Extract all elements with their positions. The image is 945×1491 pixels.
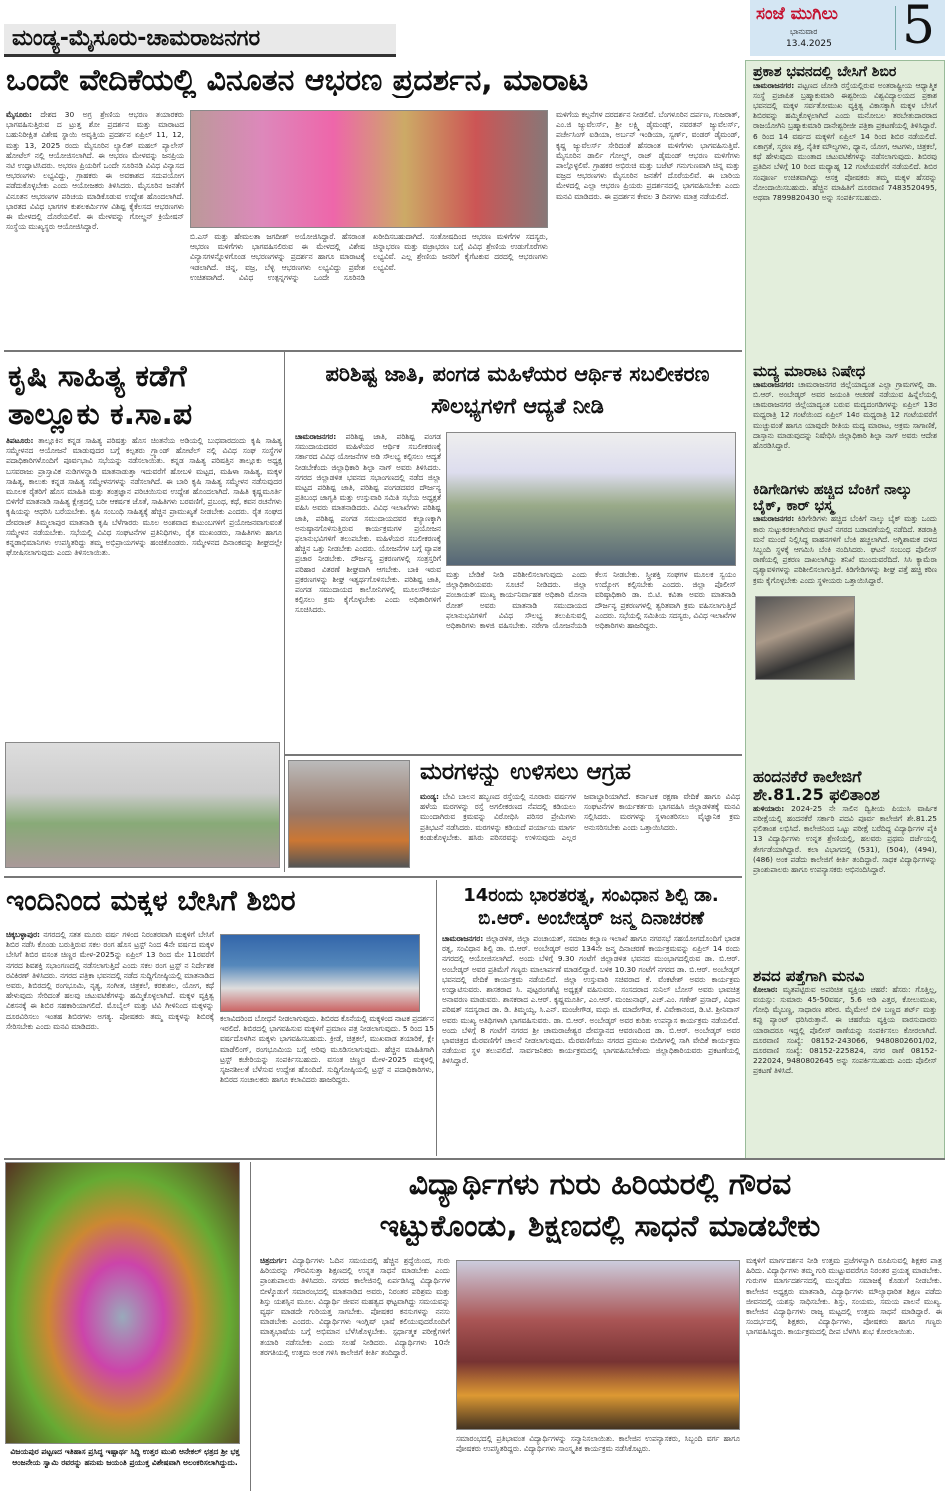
side-headline: ಶವದ ಪತ್ತೆಗಾಗಿ ಮನವಿ — [753, 968, 865, 985]
headline-krishi: ಕೃಷಿ ಸಾಹಿತ್ಯ ಕಡೆಗೆ ತಾಲ್ಲೂಕು ಕ.ಸಾ.ಪ — [8, 359, 193, 432]
article-body: ಮಕ್ಕಳಿಗೆ ಮಾರ್ಗದರ್ಶನ ನೀಡಿ ಉತ್ತಮ ಪ್ರಜೆಗಳನ್ನಾಗಿ ರೂಪಿಸುವಲ್ಲಿ ಶಿಕ್ಷಕರ ಪಾತ್ರ ಹಿರಿದು. ವಿದ್ಯಾರ್ಥಿಗಳು ತಮ್ಮ ಗುರಿ ಮುಟ್ಟುವವರೆಗೂ ನಿರಂತರ ಪ್ರಯತ್ನ ಮಾಡಬೇಕು. ಗುರುಗಳ ಮಾರ್ಗದರ್ಶನದಲ್ಲಿ ಮುನ್ನಡೆದು ಸಮಾಜಕ್ಕೆ ಕೊಡುಗೆ ನೀಡಬೇಕು. ಕಾಲೇಜಿನ ಅಧ್ಯಕ್ಷರು ಮಾತನಾಡಿ, ವಿದ್ಯಾರ್ಥಿಗಳು ಮೌಲ್ಯಾಧಾರಿತ ಶಿಕ್ಷಣ ಪಡೆದು ಜೀವನದಲ್ಲಿ ಯಶಸ್ಸು ಸಾಧಿಸಬೇಕು. ಶಿಸ್ತು, ಸಂಯಮ, ಸಮಯ ಪಾಲನೆ ಮುಖ್ಯ. ಕಾಲೇಜಿನ ವಿದ್ಯಾರ್ಥಿಗಳು ರಾಜ್ಯ ಮಟ್ಟದಲ್ಲಿ ಉತ್ತಮ ಸಾಧನೆ ಮಾಡಿದ್ದಾರೆ. ಈ ಸಂದರ್ಭದಲ್ಲಿ ಶಿಕ್ಷಕರು, ವಿದ್ಯಾರ್ಥಿಗಳು, ಪೋಷಕರು ಹಾಗೂ ಗಣ್ಯರು ಭಾಗವಹಿಸಿದ್ದರು. ಕಾರ್ಯಕ್ರಮದಲ್ಲಿ ದೀಪ ಬೆಳಗಿಸಿ ಶುಭ ಕೋರಲಾಯಿತು. — [746, 1256, 942, 1337]
side-story: ಮದ್ಯ ಮಾರಾಟ ನಿಷೇಧ ಚಾಮರಾಜನಗರ: ಚಾಮರಾಜನಗರ ಜಿಲ್ಲೆಯಾದ್ಯಂತ ಎಲ್ಲಾ ಗ್ರಾಮಗಳಲ್ಲಿ ಡಾ. ಬಿ.ಆರ್. ಅಂಬೇಡ್ಕರ್ ಅವರ ಜಯಂತಿ ಆಚರಣೆ ನಡೆಯುವ ಹಿನ್ನೆಲೆಯಲ್ಲಿ ಚಾಮರಾಜನಗರ ಜಿಲ್ಲೆಯಾದ್ಯಂತ ಬರುವ ಮದ್ಯದಂಗಡಿಗಳನ್ನು ಏಪ್ರಿಲ್ 13ರ ಮಧ್ಯರಾತ್ರಿ 12 ಗಂಟೆಯಿಂದ ಏಪ್ರಿಲ್ 14ರ ಮಧ್ಯರಾತ್ರಿ 12 ಗಂಟೆಯವರೆಗೆ ಮುಚ್ಚುವಂತೆ ಹಾಗೂ ಯಾವುದೇ ರೀತಿಯ ಮದ್ಯ ಮಾರಾಟ, ಅಕ್ರಮ ಸಾಗಾಣಿಕೆ, ದಾಸ್ತಾನು ಮಾಡುವುದನ್ನು ನಿಷೇಧಿಸಿ ಜಿಲ್ಲಾಧಿಕಾರಿ ಶಿಲ್ಪಾ ನಾಗ್ ಅವರು ಆದೇಶ ಹೊರಡಿಸಿದ್ದಾರೆ. — [753, 363, 937, 451]
headline-sc-st-women: ಪರಿಶಿಷ್ಟ ಜಾತಿ, ಪಂಗಡ ಮಹಿಳೆಯರ ಆರ್ಥಿಕ ಸಬಲೀಕರಣ ಸೌಲಭ್ಯಗಳಿಗೆ ಆದ್ಯತೆ ನೀಡಿ — [325, 362, 710, 418]
side-headline: ಕಿಡಿಗೇಡಿಗಳು ಹಚ್ಚಿದ ಬೆಂಕಿಗೆ ನಾಲ್ಕು ಬೈಕ್, ಕಾರ್ ಭಸ್ಮ — [753, 483, 912, 514]
fire-photo — [755, 596, 855, 680]
article-body: ಮಂಡ್ಯ: ಬೇವಿ ಬಾಲನ ಹಬ್ಬಣದ ರಸ್ತೆಯಲ್ಲಿ ನೂರಾರು ವರ್ಷಗಳ ಹಳೆಯ ಮರಗಳನ್ನು ರಸ್ತೆ ಅಗಲೀಕರಣದ ನೆಪದಲ್ಲಿ ಕಡಿಯಲು ಮುಂದಾಗಿರುವ ಕ್ರಮವನ್ನು ವಿರೋಧಿಸಿ ಪರಿಸರ ಪ್ರೇಮಿಗಳು ಪ್ರತಿಭಟನೆ ನಡೆಸಿದರು. ಮರಗಳನ್ನು ಕಡಿಯದೆ ಪರ್ಯಾಯ ಮಾರ್ಗ ಕಂಡುಕೊಳ್ಳಬೇಕು. ಹಸಿರು ಪರಿಸರವನ್ನು ಉಳಿಸುವುದು ಎಲ್ಲರ ಜವಾಬ್ದಾರಿಯಾಗಿದೆ. ಕರ್ನಾಟಕ ರಕ್ಷಣಾ ವೇದಿಕೆ ಹಾಗೂ ವಿವಿಧ ಸಂಘಟನೆಗಳ ಕಾರ್ಯಕರ್ತರು ಭಾಗವಹಿಸಿ ಜಿಲ್ಲಾಡಳಿತಕ್ಕೆ ಮನವಿ ಸಲ್ಲಿಸಿದರು. ಮರಗಳನ್ನು ಸ್ಥಳಾಂತರಿಸಲು ವೈಜ್ಞಾನಿಕ ಕ್ರಮ ಅನುಸರಿಸಬೇಕು ಎಂದು ಒತ್ತಾಯಿಸಿದರು. — [420, 792, 740, 842]
headline-students — [255, 1164, 945, 1248]
side-story: ಶವದ ಪತ್ತೆಗಾಗಿ ಮನವಿ ಕೋಲಾರ: ಮೃತಪಟ್ಟಿರುವ ಅಪರಿಚಿತ ವ್ಯಕ್ತಿಯ ಚಹರೆ: ಹೆಸರು: ಗೊತ್ತಿಲ್ಲ, ವಯಸ್ಸು: ಸುಮಾರು 45-50ವರ್ಷ, 5.6 ಅಡಿ ಎತ್ತರ, ಕೋಲುಮುಖ, ಗೋಧಿ ಮೈಬಣ್ಣ, ಸಾಧಾರಣ ಶರೀರ. ಮೈಮೇಲೆ ಬಿಳಿ ಬಣ್ಣದ ಶರ್ಟ್ ಮತ್ತು ಕಪ್ಪು ಪ್ಯಾಂಟ್ ಧರಿಸಿರುತ್ತಾನೆ. ಈ ಚಹರೆಯ ವ್ಯಕ್ತಿಯ ವಾರಸುದಾರರು ಯಾರಾದರೂ ಇದ್ದಲ್ಲಿ ಪೊಲೀಸ್ ಠಾಣೆಯನ್ನು ಸಂಪರ್ಕಿಸಲು ಕೋರಲಾಗಿದೆ. ದೂರವಾಣಿ ಸಂಖ್ಯೆ: 08152-243066, 9480802601/02, ದೂರವಾಣಿ ಸಂಖ್ಯೆ: 08152-225824, ನಗರ ಠಾಣೆ 08152-222024, 9480802645 ಅನ್ನು ಸಂಪರ್ಕಿಸಬಹುದು ಎಂದು ಪೊಲೀಸ್ ಪ್ರಕಟಣೆ ತಿಳಿಸಿದೆ. — [753, 968, 937, 1076]
headline-jewellery: ಒಂದೇ ವೇದಿಕೆಯಲ್ಲಿ ವಿನೂತನ ಆಭರಣ ಪ್ರದರ್ಶನ, ಮಾರಾಟ — [6, 64, 589, 98]
headline-summer-camp: ಇಂದಿನಿಂದ ಮಕ್ಕಳ ಬೇಸಿಗೆ ಶಿಬಿರ — [6, 885, 296, 917]
headline-line: ವಿದ್ಯಾರ್ಥಿಗಳು ಗುರು ಹಿರಿಯರಲ್ಲಿ ಗೌರವ — [408, 1167, 792, 1202]
section-label: ಮಂಡ್ಯ-ಮೈಸೂರು-ಚಾಮರಾಜನಗರ — [4, 24, 396, 57]
side-headline: ಪ್ರಕಾಶ ಭವನದಲ್ಲಿ ಬೇಸಿಗೆ ಶಿಬಿರ — [753, 65, 897, 80]
article-body: ತಿಪಟೂರು: ತಾಲ್ಲೂಕಿನ ಕನ್ನಡ ಸಾಹಿತ್ಯ ಪರಿಷತ್ತು ಹೊಸ ಚಿಂತನೆಯ ಅಡಿಯಲ್ಲಿ ಬುಧವಾರದಂದು ಕೃಷಿ ಸಾಹಿತ್ಯ ಸಮ್ಮೇಳನದ ಆಯೋಜನೆ ಮಾಡುವುದರ ಬಗ್ಗೆ ಕಲ್ಪತರು ಗ್ರ್ಯಾಂಡ್ ಹೋಟೆಲ್ ನಲ್ಲಿ ವಿವಿಧ ಸಂಘ ಸಂಸ್ಥೆಗಳ ಪದಾಧಿಕಾರಿಗಳೊಂದಿಗೆ ಪೂರ್ವಭಾವಿ ಸಭೆಯನ್ನು ನಡೆಸಲಾಯಿತು. ಕನ್ನಡ ಸಾಹಿತ್ಯ ಪರಿಷತ್ತಿನ ತಾಲ್ಲೂಕು ಅಧ್ಯಕ್ಷ ಬಸವರಾಜು ಪ್ರಾಸ್ತಾವಿಕ ನುಡಿಗಳನ್ನಾಡಿ ಮಾತನಾಡುತ್ತಾ ಇದುವರೆಗೆ ಹೋಬಳಿ ಮಟ್ಟದ, ಮಹಿಳಾ ಸಾಹಿತ್ಯ, ಮಕ್ಕಳ ಸಾಹಿತ್ಯ, ಕಾಲುಕು ಕನ್ನಡ ಸಾಹಿತ್ಯ ಸಮ್ಮೇಳನಗಳನ್ನು ನಡೆಸಲಾಗಿದೆ. ಈ ಬಾರಿ ಕೃಷಿ ಸಾಹಿತ್ಯ ಸಮ್ಮೇಳನ ನಡೆಸುವುದರ ಮೂಲಕ ರೈತರಿಗೆ ಹೊಸ ಮಾಹಿತಿ ಮತ್ತು ತಂತ್ರಜ್ಞಾನ ಪರಿಚಯಿಸುವ ಉದ್ದೇಶ ಹೊಂದಲಾಗಿದೆ. ಸಾಹಿತಿ ಕೃಷ್ಣಮೂರ್ತಿ ಬಿಳಿಗೆರೆ ಮಾತನಾಡಿ ಸಾಹಿತ್ಯ ಕ್ಷೇತ್ರದಲ್ಲಿ ಬರೀ ಆಕರ್ಷಕ ಜೊತೆ, ಸಾಹಿತಿಗಳು ಬರವಣಿಗೆ, ಪ್ರಬಂಧ, ಕಥೆ, ಕವನ ರಚನೆಗಳು ಕೃಷಿಯನ್ನು ಆಧರಿಸಿ ಬರೆಯಬೇಕು. ಕೃಷಿ ಸಂಬಂಧಿ ಸಾಹಿತ್ಯಕ್ಕೆ ಹೆಚ್ಚಿನ ಪ್ರಾಮುಖ್ಯತೆ ನೀಡಬೇಕು ಎಂದರು. ರೈತ ಸಂಘದ ದೇವರಾಜ್ ತಿಮ್ಮಲಾಪುರ ಮಾತನಾಡಿ ಕೃಷಿ ಬೆಳೆಗಾರರು ಮೂಲ ಅಂಶವಾದ ಕುಟುಂಬಗಳಿಗೆ ಪ್ರಯೋಜನವಾಗುವಂತೆ ಸಮ್ಮೇಳನ ನಡೆಯಬೇಕು. ಸಭೆಯಲ್ಲಿ ವಿವಿಧ ಸಂಘಟನೆಗಳ ಪ್ರತಿನಿಧಿಗಳು, ರೈತ ಮುಖಂಡರು, ಸಾಹಿತಿಗಳು ಹಾಗೂ ಕನ್ನಡಾಭಿಮಾನಿಗಳು ಉಪಸ್ಥಿತರಿದ್ದು ತಮ್ಮ ಅಭಿಪ್ರಾಯಗಳನ್ನು ಹಂಚಿಕೊಂಡರು. ಸಮ್ಮೇಳನದ ದಿನಾಂಕವನ್ನು ಶೀಘ್ರದಲ್ಲೇ ಘೋಷಿಸಲಾಗುವುದು ಎಂದು ತಿಳಿಸಲಾಯಿತು. — [6, 436, 282, 558]
jewellery-photo — [190, 110, 548, 228]
side-story: ಪ್ರಕಾಶ ಭವನದಲ್ಲಿ ಬೇಸಿಗೆ ಶಿಬಿರ ಚಾಮರಾಜನಗರ: ಪಟ್ಟಣದ ಜೋಡಿ ರಸ್ತೆಯಲ್ಲಿರುವ ಅಂತರಾಷ್ಟ್ರೀಯ ಆಧ್ಯಾತ್ಮಿಕ ಸಂಸ್ಥೆ ಪ್ರಜಾಪಿತ ಬ್ರಹ್ಮಾಕುಮಾರಿ ಈಶ್ವರೀಯ ವಿಶ್ವವಿದ್ಯಾಲಯದ ಪ್ರಕಾಶ ಭವನದಲ್ಲಿ ಮಕ್ಕಳ ಸರ್ವತೋಮುಖ ವ್ಯಕ್ತಿತ್ವ ವಿಕಾಸಕ್ಕಾಗಿ ಮಕ್ಕಳ ಬೇಸಿಗೆ ಶಿಬಿರವನ್ನು ಹಮ್ಮಿಕೊಳ್ಳಲಾಗಿದೆ ಎಂದು ಮನೋಬಲ ತರಬೇತುದಾರರಾದ ರಾಜಯೋಗಿನಿ ಬ್ರಹ್ಮಾಕುಮಾರಿ ದಾನೇಶ್ವರೀಜೀ ಪತ್ರಿಕಾ ಪ್ರಕಟಣೆಯಲ್ಲಿ ತಿಳಿಸಿದ್ದಾರೆ. 6 ರಿಂದ 14 ವರ್ಷದ ಮಕ್ಕಳಿಗೆ ಏಪ್ರಿಲ್ 14 ರಿಂದ ಶಿಬಿರ ನಡೆಯಲಿದೆ. ಏಕಾಗ್ರತೆ, ಸ್ಮರಣ ಶಕ್ತಿ, ನೈತಿಕ ಮೌಲ್ಯಗಳು, ಧ್ಯಾನ, ಯೋಗ, ಆಟಗಳು, ಚಿತ್ರಕಲೆ, ಕಥೆ ಹೇಳುವುದು ಮುಂತಾದ ಚಟುವಟಿಕೆಗಳನ್ನು ನಡೆಸಲಾಗುವುದು. ಶಿಬಿರವು ಪ್ರತಿದಿನ ಬೆಳಿಗ್ಗೆ 10 ರಿಂದ ಮಧ್ಯಾಹ್ನ 12 ಗಂಟೆಯವರೆಗೆ ನಡೆಯಲಿದೆ. ಶಿಬಿರ ಸಂಪೂರ್ಣ ಉಚಿತವಾಗಿದ್ದು ಆಸಕ್ತ ಪೋಷಕರು ತಮ್ಮ ಮಕ್ಕಳ ಹೆಸರನ್ನು ನೋಂದಾಯಿಸಬಹುದು. ಹೆಚ್ಚಿನ ಮಾಹಿತಿಗೆ ದೂರವಾಣಿ 7483520495, ಅಥವಾ 7899820430 ಅನ್ನು ಸಂಪರ್ಕಿಸಬಹುದು. — [753, 65, 937, 202]
side-headline: ಹಂದನಕೆರೆ ಕಾಲೇಜಿಗೆ ಶೇ.81.25 ಫಲಿತಾಂಶ — [753, 768, 880, 804]
headline-trees: ಮರಗಳನ್ನು ಉಳಿಸಲು ಆಗ್ರಹ — [420, 760, 631, 785]
article-body: ಮತ್ತು ಬೇಡಿಕೆ ನೀಡಿ ಪರಿಶೀಲಿಸಲಾಗುವುದು ಎಂದು ಜಿಲ್ಲಾಧಿಕಾರಿಯವರು ಸೂಚನೆ ನೀಡಿದರು. ಜಿಲ್ಲಾ ಪಂಚಾಯತ್ ಮುಖ್ಯ ಕಾರ್ಯನಿರ್ವಾಹಕ ಅಧಿಕಾರಿ ಮೋನಾ ರೋತ್ ಅವರು ಮಾತನಾಡಿ ಸಮುದಾಯದ ಫಲಾನುಭವಿಗಳಿಗೆ ವಿವಿಧ ಸೌಲಭ್ಯ ತಲುಪಿಸುವಲ್ಲಿ ಅಧಿಕಾರಿಗಳು ಕಾಳಜಿ ವಹಿಸಬೇಕು. ನರೇಗಾ ಯೋಜನೆಯಡಿ ಕೆಲಸ ನೀಡಬೇಕು. ಸ್ತ್ರೀಶಕ್ತಿ ಸಂಘಗಳ ಮೂಲಕ ಸ್ವಯಂ ಉದ್ಯೋಗ ಕಲ್ಪಿಸಬೇಕು ಎಂದರು. ಜಿಲ್ಲಾ ಪೊಲೀಸ್ ವರಿಷ್ಠಾಧಿಕಾರಿ ಡಾ. ಬಿ.ಟಿ. ಕವಿತಾ ಅವರು ಮಾತನಾಡಿ ದೌರ್ಜನ್ಯ ಪ್ರಕರಣಗಳಲ್ಲಿ ತ್ವರಿತವಾಗಿ ಕ್ರಮ ವಹಿಸಲಾಗುತ್ತಿದೆ ಎಂದರು. ಸಭೆಯಲ್ಲಿ ಸಮಿತಿಯ ಸದಸ್ಯರು, ವಿವಿಧ ಇಲಾಖೆಗಳ ಅಧಿಕಾರಿಗಳು ಹಾಜರಿದ್ದರು. — [446, 570, 736, 631]
issue-date: 13.4.2025 — [786, 39, 832, 49]
side-story: ಹಂದನಕೆರೆ ಕಾಲೇಜಿಗೆ ಶೇ.81.25 ಫಲಿತಾಂಶ ಹುಳಿಯಾರು: 2024-25 ನೇ ಸಾಲಿನ ದ್ವಿತೀಯ ಪಿಯುಸಿ ವಾರ್ಷಿಕ ಪರೀಕ್ಷೆಯಲ್ಲಿ ಹಂದನಕೆರೆ ಸರ್ಕಾರಿ ಪದವಿ ಪೂರ್ವ ಕಾಲೇಜಿಗೆ ಶೇ.81.25 ಫಲಿತಾಂಶ ಲಭಿಸಿದೆ. ಕಾಲೇಜಿನಿಂದ ಒಟ್ಟು ಪರೀಕ್ಷೆ ಬರೆದಿದ್ದ ವಿದ್ಯಾರ್ಥಿಗಳ ಪೈಕಿ 13 ವಿದ್ಯಾರ್ಥಿಗಳು ಉನ್ನತ ಶ್ರೇಣಿಯಲ್ಲಿ, ಹಲವರು ಪ್ರಥಮ ದರ್ಜೆಯಲ್ಲಿ ತೇರ್ಗಡೆಯಾಗಿದ್ದಾರೆ. ಕಲಾ ವಿಭಾಗದಲ್ಲಿ (531), (504), (494), (486) ಅಂಕ ಪಡೆದು ಕಾಲೇಜಿಗೆ ಕೀರ್ತಿ ತಂದಿದ್ದಾರೆ. ಸಾಧಕ ವಿದ್ಯಾರ್ಥಿಗಳನ್ನು ಪ್ರಾಂಶುಪಾಲರು ಹಾಗೂ ಉಪನ್ಯಾಸಕರು ಅಭಿನಂದಿಸಿದ್ದಾರೆ. — [753, 768, 937, 875]
logo: ಸಂಜೆ ಮುಗಿಲು — [756, 4, 838, 24]
photo-caption: ವಿಜಯಪುರ ಪಟ್ಟಣದ ಇತಿಹಾಸ ಪ್ರಸಿದ್ಧ ಇಷ್ಟಾರ್ಥ ಸಿದ್ದಿ ಉತ್ತರ ಮುಖಿ ಆನೇಕಲ್ ಛತ್ರದ ಶ್ರೀ ಭಕ್ತ ಆಂಜನೇಯ ಸ್ವಾಮಿ ರವರನ್ನು ಹನುಮ ಜಯಂತಿ ಪ್ರಯುಕ್ತ ವಿಶೇಷವಾಗಿ ಅಲಂಕರಿಸಲಾಗಿದ್ದುದು. — [10, 1447, 240, 1467]
protest-photo — [288, 760, 410, 868]
students-photo — [456, 1260, 740, 1430]
article-body: ಕಲಾವಿದರಿಂದ ಬೋಧನೆ ನೀಡಲಾಗುವುದು. ಶಿಬಿರದ ಕೊನೆಯಲ್ಲಿ ಮಕ್ಕಳಿಂದ ನಾಟಕ ಪ್ರದರ್ಶನ ಇರಲಿದೆ. ಶಿಬಿರದಲ್ಲಿ ಭಾಗವಹಿಸುವ ಮಕ್ಕಳಿಗೆ ಪ್ರಮಾಣ ಪತ್ರ ನೀಡಲಾಗುವುದು. 5 ರಿಂದ 15 ವರ್ಷದೊಳಗಿನ ಮಕ್ಕಳು ಭಾಗವಹಿಸಬಹುದು. ಕ್ರೀಡೆ, ಚಿತ್ರಕಲೆ, ಮುಖವಾಡ ತಯಾರಿಕೆ, ಕ್ಲೇ ಮಾಡೆಲಿಂಗ್, ರಂಗಭೂಮಿಯ ಬಗ್ಗೆ ಅರಿವು ಮೂಡಿಸಲಾಗುವುದು. ಹೆಚ್ಚಿನ ಮಾಹಿತಿಗಾಗಿ ಟ್ರಸ್ಟ್ ಕಚೇರಿಯನ್ನು ಸಂಪರ್ಕಿಸಬಹುದು. ವಸಂತ ಚಿಣ್ಣರ ಮೇಳ-2025 ಮಕ್ಕಳಲ್ಲಿ ಸೃಜನಶೀಲತೆ ಬೆಳೆಸುವ ಉದ್ದೇಶ ಹೊಂದಿದೆ. ಸುದ್ದಿಗೋಷ್ಠಿಯಲ್ಲಿ ಟ್ರಸ್ಟ್ ನ ಪದಾಧಿಕಾರಿಗಳು, ಶಿಬಿರದ ಸಂಚಾಲಕರು ಹಾಗೂ ಕಲಾವಿದರು ಹಾಜರಿದ್ದರು. — [220, 1014, 434, 1085]
side-story: ಕಿಡಿಗೇಡಿಗಳು ಹಚ್ಚಿದ ಬೆಂಕಿಗೆ ನಾಲ್ಕು ಬೈಕ್, ಕಾರ್ ಭಸ್ಮ ಚಾಮರಾಜನಗರ: ಕಿಡಿಗೇಡಿಗಳು ಹಚ್ಚಿದ ಬೆಂಕಿಗೆ ನಾಲ್ಕು ಬೈಕ್ ಮತ್ತು ಒಂದು ಕಾರು ಸುಟ್ಟುಕರಕಲಾಗಿರುವ ಘಟನೆ ನಗರದ ಬಡಾವಣೆಯಲ್ಲಿ ನಡೆದಿದೆ. ತಡರಾತ್ರಿ ಮನೆ ಮುಂದೆ ನಿಲ್ಲಿಸಿದ್ದ ವಾಹನಗಳಿಗೆ ಬೆಂಕಿ ಹಚ್ಚಲಾಗಿದೆ. ಅಗ್ನಿಶಾಮಕ ದಳದ ಸಿಬ್ಬಂದಿ ಸ್ಥಳಕ್ಕೆ ಆಗಮಿಸಿ ಬೆಂಕಿ ನಂದಿಸಿದರು. ಘಟನೆ ಸಂಬಂಧ ಪೊಲೀಸ್ ಠಾಣೆಯಲ್ಲಿ ಪ್ರಕರಣ ದಾಖಲಾಗಿದ್ದು ತನಿಖೆ ಮುಂದುವರೆದಿದೆ. ಸಿಸಿ ಕ್ಯಾಮೆರಾ ದೃಶ್ಯಾವಳಿಗಳನ್ನು ಪರಿಶೀಲಿಸಲಾಗುತ್ತಿದೆ. ಕಿಡಿಗೇಡಿಗಳನ್ನು ಶೀಘ್ರ ಪತ್ತೆ ಹಚ್ಚಿ ಕಠಿಣ ಕ್ರಮ ಕೈಗೊಳ್ಳಬೇಕು ಎಂದು ಸ್ಥಳೀಯರು ಒತ್ತಾಯಿಸಿದ್ದಾರೆ. — [753, 483, 937, 585]
issue-day: ಭಾನುವಾರ — [790, 27, 818, 36]
officials-meeting-photo — [446, 432, 736, 566]
hanuman-idol-photo — [5, 1162, 240, 1444]
press-meet-photo — [220, 934, 420, 1012]
side-headline: ಮದ್ಯ ಮಾರಾಟ ನಿಷೇಧ — [753, 363, 866, 380]
article-body: ಚಾಮರಾಜನಗರ: ಜಿಲ್ಲಾಡಳಿತ, ಜಿಲ್ಲಾ ಪಂಚಾಯತ್, ಸಮಾಜ ಕಲ್ಯಾಣ ಇಲಾಖೆ ಹಾಗೂ ನಗರಸಭೆ ಸಹಯೋಗದೊಂದಿಗೆ ಭಾರತ ರತ್ನ, ಸಂವಿಧಾನ ಶಿಲ್ಪಿ ಡಾ. ಬಿ.ಆರ್. ಅಂಬೇಡ್ಕರ್ ಅವರ 134ನೇ ಜನ್ಮ ದಿನಾಚರಣೆ ಕಾರ್ಯಕ್ರಮವನ್ನು ಏಪ್ರಿಲ್ 14 ರಂದು ನಗರದಲ್ಲಿ ಆಯೋಜಿಸಲಾಗಿದೆ. ಅಂದು ಬೆಳಿಗ್ಗೆ 9.30 ಗಂಟೆಗೆ ಜಿಲ್ಲಾಡಳಿತ ಭವನದ ಮುಂಭಾಗದಲ್ಲಿರುವ ಡಾ. ಬಿ.ಆರ್. ಅಂಬೇಡ್ಕರ್ ಅವರ ಪ್ರತಿಮೆಗೆ ಗಣ್ಯರು ಮಾಲಾರ್ಪಣೆ ಮಾಡಲಿದ್ದಾರೆ. ಬಳಿಕ 10.30 ಗಂಟೆಗೆ ನಗರದ ಡಾ. ಬಿ.ಆರ್. ಅಂಬೇಡ್ಕರ್ ಭವನದಲ್ಲಿ ವೇದಿಕೆ ಕಾರ್ಯಕ್ರಮ ನಡೆಯಲಿದೆ. ಜಿಲ್ಲಾ ಉಸ್ತುವಾರಿ ಸಚಿವರಾದ ಕೆ. ವೆಂಕಟೇಶ್ ಅವರು ಕಾರ್ಯಕ್ರಮ ಉದ್ಘಾಟಿಸುವರು. ಶಾಸಕರಾದ ಸಿ. ಪುಟ್ಟರಂಗಶೆಟ್ಟಿ ಅಧ್ಯಕ್ಷತೆ ವಹಿಸುವರು. ಸಂಸದರಾದ ಸುನಿಲ್ ಬೋಸ್ ಅವರು ಭಾವಚಿತ್ರ ಅನಾವರಣ ಮಾಡುವರು. ಶಾಸಕರಾದ ಎ.ಆರ್. ಕೃಷ್ಣಮೂರ್ತಿ, ಎಂ.ಆರ್. ಮಂಜುನಾಥ್, ಎಚ್.ಎಂ. ಗಣೇಶ್ ಪ್ರಸಾದ್, ವಿಧಾನ ಪರಿಷತ್ ಸದಸ್ಯರಾದ ಡಾ. ಡಿ. ತಿಮ್ಮಯ್ಯ, ಸಿ.ಎನ್. ಮಂಜೇಗೌಡ, ಮಧು ಜಿ. ಮಾದೇಗೌಡ, ಕೆ. ವಿವೇಕಾನಂದ, ಡಿ.ಟಿ. ಶ್ರೀನಿವಾಸ್ ಅವರು ಮುಖ್ಯ ಅತಿಥಿಗಳಾಗಿ ಭಾಗವಹಿಸುವರು. ಡಾ. ಬಿ.ಆರ್. ಅಂಬೇಡ್ಕರ್ ಅವರ ಕುರಿತು ಉಪನ್ಯಾಸ ಕಾರ್ಯಕ್ರಮ ನಡೆಯಲಿದೆ. ಅಂದು ಬೆಳಿಗ್ಗೆ 8 ಗಂಟೆಗೆ ನಗರದ ಶ್ರೀ ಚಾಮರಾಜೇಶ್ವರ ದೇವಸ್ಥಾನದ ಆವರಣದಿಂದ ಡಾ. ಬಿ.ಆರ್. ಅಂಬೇಡ್ಕರ್ ಅವರ ಭಾವಚಿತ್ರದ ಮೆರವಣಿಗೆಗೆ ಚಾಲನೆ ನೀಡಲಾಗುವುದು. ಮೆರವಣಿಗೆಯು ನಗರದ ಪ್ರಮುಖ ಬೀದಿಗಳಲ್ಲಿ ಸಾಗಿ ವೇದಿಕೆ ಕಾರ್ಯಕ್ರಮ ನಡೆಯುವ ಸ್ಥಳ ತಲುಪಲಿದೆ. ಸಾರ್ವಜನಿಕರು ಕಾರ್ಯಕ್ರಮದಲ್ಲಿ ಭಾಗವಹಿಸಬೇಕೆಂದು ಜಿಲ್ಲಾಧಿಕಾರಿಯವರು ಪ್ರಕಟಣೆಯಲ್ಲಿ ತಿಳಿಸಿದ್ದಾರೆ. — [442, 934, 740, 1066]
article-body: ಚಾಮರಾಜನಗರ: ಪರಿಶಿಷ್ಟ ಜಾತಿ, ಪರಿಶಿಷ್ಟ ಪಂಗಡ ಸಮುದಾಯದವರ ಮಹಿಳೆಯರ ಆರ್ಥಿಕ ಸಬಲೀಕರಣಕ್ಕೆ ಸರ್ಕಾರದ ವಿವಿಧ ಯೋಜನೆಗಳ ಅಡಿ ಸೌಲಭ್ಯ ಕಲ್ಪಿಸಲು ಆದ್ಯತೆ ನೀಡಬೇಕೆಂದು ಜಿಲ್ಲಾಧಿಕಾರಿ ಶಿಲ್ಪಾ ನಾಗ್ ಅವರು ತಿಳಿಸಿದರು. ನಗರದ ಜಿಲ್ಲಾಡಳಿತ ಭವನದ ಸಭಾಂಗಣದಲ್ಲಿ ನಡೆದ ಜಿಲ್ಲಾ ಮಟ್ಟದ ಪರಿಶಿಷ್ಟ ಜಾತಿ, ಪರಿಶಿಷ್ಟ ಪಂಗಡದವರ ದೌರ್ಜನ್ಯ ಪ್ರತಿಬಂಧ ಜಾಗೃತಿ ಮತ್ತು ಉಸ್ತುವಾರಿ ಸಮಿತಿ ಸಭೆಯ ಅಧ್ಯಕ್ಷತೆ ವಹಿಸಿ ಅವರು ಮಾತನಾಡಿದರು. ವಿವಿಧ ಇಲಾಖೆಗಳು ಪರಿಶಿಷ್ಟ ಜಾತಿ, ಪರಿಶಿಷ್ಟ ಪಂಗಡ ಸಮುದಾಯದವರ ಕಲ್ಯಾಣಕ್ಕಾಗಿ ಅನುಷ್ಠಾನಗೊಳಿಸುತ್ತಿರುವ ಕಾರ್ಯಕ್ರಮಗಳ ಪ್ರಯೋಜನ ಫಲಾನುಭವಿಗಳಿಗೆ ತಲುಪಬೇಕು. ಮಹಿಳೆಯರ ಸಬಲೀಕರಣಕ್ಕೆ ಹೆಚ್ಚಿನ ಒತ್ತು ನೀಡಬೇಕು ಎಂದರು. ಯೋಜನೆಗಳ ಬಗ್ಗೆ ವ್ಯಾಪಕ ಪ್ರಚಾರ ನೀಡಬೇಕು. ದೌರ್ಜನ್ಯ ಪ್ರಕರಣಗಳಲ್ಲಿ ಸಂತ್ರಸ್ತರಿಗೆ ಪರಿಹಾರ ವಿತರಣೆ ಶೀಘ್ರವಾಗಿ ಆಗಬೇಕು. ಬಾಕಿ ಇರುವ ಪ್ರಕರಣಗಳನ್ನು ಶೀಘ್ರ ಇತ್ಯರ್ಥಗೊಳಿಸಬೇಕು. ಪರಿಶಿಷ್ಟ ಜಾತಿ, ಪಂಗಡ ಸಮುದಾಯದ ಕಾಲೋನಿಗಳಲ್ಲಿ ಮೂಲಸೌಕರ್ಯ ಕಲ್ಪಿಸಲು ಕ್ರಮ ಕೈಗೊಳ್ಳಬೇಕು ಎಂದು ಅಧಿಕಾರಿಗಳಿಗೆ ಸೂಚಿಸಿದರು. — [295, 432, 441, 615]
masthead — [750, 0, 945, 56]
article-body: ಮಳಿಗೆಯ ಕಲ್ಪನೆಗಳ ದರದರ್ಶನ ನೀಡಲಿವೆ. ಬೆಂಗಳೂರಿನ ದರ್ಪಣ, ಗುಜರಾತ್, ಎಂ.ಜಿ ಜ್ಯುವೆಲರ್ಸ್, ಶ್ರೀ ಲಕ್ಷ್ಮಿ ಡೈಮಂಡ್ಸ್, ನವರತನ್ ಜ್ಯುವೆಲರ್ಸ್, ಪರ್ಚೇಸಿಂಗ್ ಐಡಿಯಾ, ಅರ್ಬನ್ ಇಂಡಿಯಾ, ಸ್ವರ್ಣ್, ವಂಡರ್ ಡೈಮಂಡ್, ಕೃಷ್ಣ ಜ್ಯುವೆಲರ್ಸ್ ಸೇರಿದಂತೆ ಹೆಸರಾಂತ ಮಳಿಗೆಗಳು ಭಾಗವಹಿಸುತ್ತಿವೆ. ಮೈಸೂರಿನ ಡಾರ್ಲಿ ಗೋಲ್ಡ್, ರಾಜ್ ಡೈಮಂಡ್ ಆಭರಣ ಮಳಿಗೆಗಳು ಪಾಲ್ಗೊಳ್ಳಲಿವೆ. ಗ್ರಾಹಕರ ಅಭಿರುಚಿ ಮತ್ತು ಬಜೆಟ್ ಗನುಗುಣವಾಗಿ ಚಿನ್ನ ಮತ್ತು ವಜ್ರದ ಆಭರಣಗಳು ಮೈಸೂರಿನ ಜನತೆಗೆ ದೊರೆಯಲಿವೆ. ಈ ಬಾರಿಯ ಮೇಳದಲ್ಲಿ ಎಲ್ಲಾ ಆಭರಣ ಪ್ರಿಯರು ಪ್ರದರ್ಶನದಲ್ಲಿ ಭಾಗವಹಿಸಬೇಕು ಎಂದು ಮನವಿ ಮಾಡಿದರು. ಈ ಪ್ರದರ್ಶನ ಕೇವಲ 3 ದಿನಗಳು ಮಾತ್ರ ನಡೆಯಲಿದೆ. — [556, 110, 740, 201]
article-body: ಚಿಕ್ಕಬಳ್ಳಾಪುರ: ನಗರದಲ್ಲಿ ಸತತ ಮೂರು ವರ್ಷ ಗಳಿಂದ ನಿರಂತರವಾಗಿ ಮಕ್ಕಳಿಗೆ ಬೇಸಿಗೆ ಶಿಬಿರ ನಡೆಸಿ ಕೊಂಡು ಬರುತ್ತಿರುವ ಸಕಲ ರಂಗ ಹೊಸ ಟ್ರಸ್ಟ್ ನಿಂದ 4ನೇ ವರ್ಷದ ಮಕ್ಕಳ ಬೇಸಿಗೆ ಶಿಬಿರ ವಸಂತ ಚಿಣ್ಣರ ಮೇಳ-2025ನ್ನು ಏಪ್ರಿಲ್ 13 ರಿಂದ ಮೇ 11ರವರೆಗೆ ನಗರದ ಶಿವಶಕ್ತಿ ಸಭಾಂಗಣದಲ್ಲಿ ನಡೆಸಲಾಗುತ್ತಿದೆ ಎಂದು ಸಕಲ ರಂಗ ಟ್ರಸ್ಟ್ ನ ನಿರ್ದೇಶಕ ರವಿಕಿರಣ್ ತಿಳಿಸಿದರು. ನಗರದ ಪತ್ರಿಕಾ ಭವನದಲ್ಲಿ ನಡೆದ ಸುದ್ದಿಗೋಷ್ಠಿಯಲ್ಲಿ ಮಾತನಾಡಿದ ಅವರು, ಶಿಬಿರದಲ್ಲಿ ರಂಗಭೂಮಿ, ನೃತ್ಯ, ಸಂಗೀತ, ಚಿತ್ರಕಲೆ, ಕರಕುಶಲ, ಯೋಗ, ಕಥೆ ಹೇಳುವುದು ಸೇರಿದಂತೆ ಹಲವು ಚಟುವಟಿಕೆಗಳನ್ನು ಹಮ್ಮಿಕೊಳ್ಳಲಾಗಿದೆ. ಮಕ್ಕಳ ವ್ಯಕ್ತಿತ್ವ ವಿಕಸನಕ್ಕೆ ಈ ಶಿಬಿರ ಸಹಕಾರಿಯಾಗಲಿದೆ. ಮೊಬೈಲ್ ಮತ್ತು ಟಿವಿ ಗೀಳಿನಿಂದ ಮಕ್ಕಳನ್ನು ದೂರವಿರಿಸಲು ಇಂತಹ ಶಿಬಿರಗಳು ಅಗತ್ಯ. ಪೋಷಕರು ತಮ್ಮ ಮಕ್ಕಳನ್ನು ಶಿಬಿರಕ್ಕೆ ಸೇರಿಸಬೇಕು ಎಂದು ಮನವಿ ಮಾಡಿದರು. — [6, 930, 214, 1031]
article-body: ಬಿ.ಎಸ್ ಮತ್ತು ಹೇಮಲತಾ ಜಗದೀಶ್ ಅಯೋಜಿಸಿದ್ದಾರೆ. ಹೆಸರಾಂತ ಆಭರಣ ಮಳಿಗೆಗಳು ಭಾಗವಹಿಸಲಿರುವ ಈ ಮೇಳದಲ್ಲಿ ವಿಶೇಷ ವಿನ್ಯಾಸಗಳನ್ನೊಳಗೊಂಡ ಆಭರಣಗಳನ್ನು ಪ್ರದರ್ಶನ ಹಾಗೂ ಮಾರಾಟಕ್ಕೆ ಇಡಲಾಗಿದೆ. ಚಿನ್ನ, ವಜ್ರ, ಬೆಳ್ಳಿ ಆಭರಣಗಳು ಲಭ್ಯವಿದ್ದು ಪ್ರವೇಶ ಉಚಿತವಾಗಿದೆ. ವಿವಿಧ ಉತ್ಪನ್ನಗಳನ್ನು ಒಂದೇ ಸೂರಿನಡಿ ಖರೀದಿಸಬಹುದಾಗಿದೆ. ಸಂತೋಷದಿಂದ ಆಭರಣ ಮಳಿಗೆಗಳ ಸದಸ್ಯರು, ಚಿನ್ನಾಭರಣ ಮತ್ತು ವಜ್ರಾಭರಣ ಬಗ್ಗೆ ವಿವಿಧ ಶ್ರೇಣಿಯ ಉಡುಗೊರೆಗಳು ಲಭ್ಯವಿವೆ. ಎಲ್ಲ ಶ್ರೇಣಿಯ ಜನರಿಗೆ ಕೈಗೆಟಕುವ ದರದಲ್ಲಿ ಆಭರಣಗಳು ಲಭ್ಯವಿವೆ. — [190, 232, 548, 282]
article-body: ಚಿತ್ರದುರ್ಗ: ವಿದ್ಯಾರ್ಥಿಗಳು ಓದಿನ ಸಮಯದಲ್ಲಿ ಹೆಚ್ಚಿನ ಶ್ರದ್ಧೆಯಿಂದ, ಗುರು ಹಿರಿಯರನ್ನು ಗೌರವಿಸುತ್ತಾ ಶಿಕ್ಷಣದಲ್ಲಿ ಉನ್ನತ ಸಾಧನೆ ಮಾಡಬೇಕು ಎಂದು ಪ್ರಾಂಶುಪಾಲರು ತಿಳಿಸಿದರು. ನಗರದ ಕಾಲೇಜಿನಲ್ಲಿ ಏರ್ಪಡಿಸಿದ್ದ ವಿದ್ಯಾರ್ಥಿಗಳ ಬೀಳ್ಕೊಡುಗೆ ಸಮಾರಂಭದಲ್ಲಿ ಮಾತನಾಡಿದ ಅವರು, ನಿರಂತರ ಪರಿಶ್ರಮ ಮತ್ತು ಶಿಸ್ತು ಯಶಸ್ಸಿನ ಮೂಲ. ವಿದ್ಯಾರ್ಥಿ ಜೀವನ ಮಹತ್ವದ ಘಟ್ಟವಾಗಿದ್ದು ಸಮಯವನ್ನು ವ್ಯರ್ಥ ಮಾಡದೇ ಗುರಿಯತ್ತ ಸಾಗಬೇಕು. ಪೋಷಕರ ಕನಸುಗಳನ್ನು ನನಸು ಮಾಡಬೇಕು ಎಂದರು. ವಿದ್ಯಾರ್ಥಿಗಳು ಇಂಗ್ಲಿಷ್ ಭಾಷೆ ಕಲಿಯುವುದರೊಂದಿಗೆ ಮಾತೃಭಾಷೆಯ ಬಗ್ಗೆ ಅಭಿಮಾನ ಬೆಳೆಸಿಕೊಳ್ಳಬೇಕು. ಸ್ಪರ್ಧಾತ್ಮಕ ಪರೀಕ್ಷೆಗಳಿಗೆ ತಯಾರಿ ನಡೆಸಬೇಕು ಎಂದು ಸಲಹೆ ನೀಡಿದರು. ವಿದ್ಯಾರ್ಥಿಗಳು 10ನೇ ತರಗತಿಯಲ್ಲಿ ಉತ್ತಮ ಅಂಕ ಗಳಿಸಿ ಕಾಲೇಜಿಗೆ ಕೀರ್ತಿ ತಂದಿದ್ದಾರೆ. — [260, 1256, 450, 1357]
meeting-photo — [5, 742, 280, 868]
article-body: ಸಮಾರಂಭದಲ್ಲಿ ಪ್ರತಿಭಾವಂತ ವಿದ್ಯಾರ್ಥಿಗಳನ್ನು ಸನ್ಮಾನಿಸಲಾಯಿತು. ಕಾಲೇಜಿನ ಉಪನ್ಯಾಸಕರು, ಸಿಬ್ಬಂದಿ ವರ್ಗ ಹಾಗೂ ಪೋಷಕರು ಉಪಸ್ಥಿತರಿದ್ದರು. ವಿದ್ಯಾರ್ಥಿಗಳು ಸಾಂಸ್ಕೃತಿಕ ಕಾರ್ಯಕ್ರಮ ನಡೆಸಿಕೊಟ್ಟರು. — [456, 1434, 740, 1454]
headline-line: ಇಟ್ಟುಕೊಂಡು, ಶಿಕ್ಷಣದಲ್ಲಿ ಸಾಧನೆ ಮಾಡಬೇಕು — [379, 1209, 821, 1244]
page-number: 5 — [902, 0, 936, 56]
headline-ambedkar: 14ರಂದು ಭಾರತರತ್ನ, ಸಂವಿಧಾನ ಶಿಲ್ಪಿ ಡಾ. ಬಿ.ಆರ್. ಅಂಬೇಡ್ಕರ್ ಜನ್ಮ ದಿನಾಚರಣೆ — [463, 885, 719, 929]
article-body: ಮೈಸೂರು: ದೇಶದ 30 ಅಗ್ರ ಶ್ರೇಣಿಯ ಆಭರಣ ತಯಾರಕರು ಭಾಗವಹಿಸುತ್ತಿರುವ ದ ಟ್ರುತ್ತ ಶೋ ಪ್ರದರ್ಶನ ಮತ್ತು ಮಾರಾಟದ ಬಹುನಿರೀಕ್ಷಿತ ವಿಶೇಷ ಸ್ಥಾಯಿ ಅವೃತ್ತಿಯ ಪ್ರದರ್ಶನ ಏಪ್ರಿಲ್ 11, 12, ಮತ್ತು 13, 2025 ರಂದು ಮೈಸೂರಿನ ಲ್ಯಾಲಿತ್ ಮಹಲ್ ಪ್ಯಾಲೇಸ್ ಹೋಟೆಲ್ ನಲ್ಲಿ ಆಯೋಜಿಸಲಾಗಿದೆ. ಈ ಆಭರಣ ಮೇಳವನ್ನು ಜನಪ್ರಿಯ ನಟಿ ಉದ್ಘಾಟಿಸಿದರು. ಅಭರಣ ಪ್ರಿಯರಿಗೆ ಒಂದೇ ಸೂರಿನಡಿ ವಿವಿಧ ವಿನ್ಯಾಸದ ಆಭರಣಗಳು ಲಭ್ಯವಿದ್ದು, ಗ್ರಾಹಕರು ಈ ಅವಕಾಶದ ಸದುಪಯೋಗ ಪಡೆದುಕೊಳ್ಳಬೇಕು ಎಂದು ಆಯೋಜಕರು ತಿಳಿಸಿದರು. ಮೈಸೂರಿನ ಜನತೆಗೆ ವಿನೂತನ ಆಭರಣಗಳ ಪರಿಚಯ ಮಾಡಿಕೊಡುವ ಉದ್ದೇಶ ಹೊಂದಲಾಗಿದೆ. ಭಾರತದ ವಿವಿಧ ಭಾಗಗಳ ಕುಶಲಕರ್ಮಿಗಳ ವಿಶಿಷ್ಟ ಕೈಕೆಲಸದ ಆಭರಣಗಳು ಈ ಮೇಳದಲ್ಲಿ ದೊರೆಯಲಿವೆ. ಈ ಮೇಳವನ್ನು ಗೋಲ್ಡನ್ ಕ್ರಿಯೇಷನ್ ಸಂಸ್ಥೆಯ ಮುಖ್ಯಸ್ಥರು ಆಯೋಜಿಸಿದ್ದಾರೆ. — [6, 110, 184, 232]
